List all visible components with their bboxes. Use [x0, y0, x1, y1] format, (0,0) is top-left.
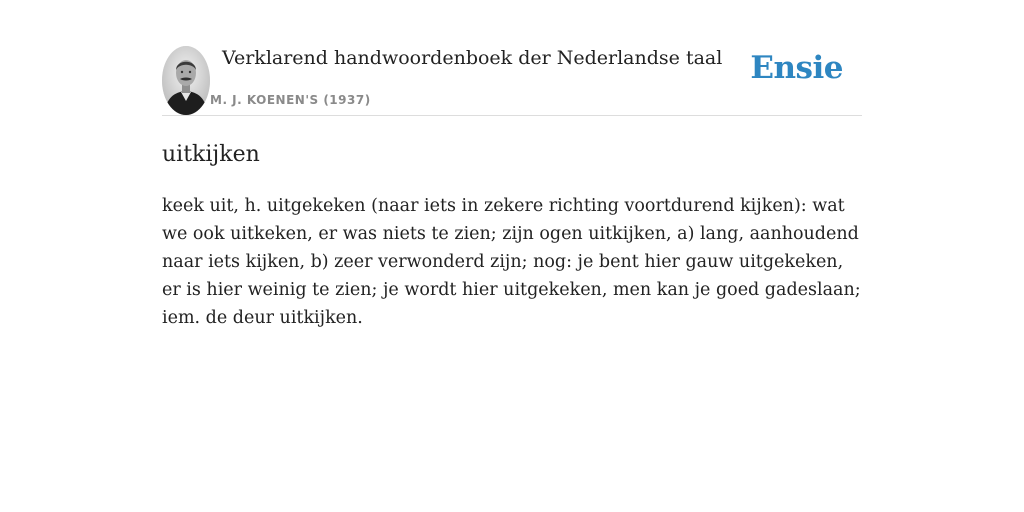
brand-logo-link[interactable]: Ensie — [750, 50, 843, 86]
dictionary-header — [162, 46, 862, 116]
page — [162, 0, 862, 332]
dictionary-title: Verklarend handwoordenboek der Nederlandse taal — [222, 47, 723, 69]
entry-definition: keek uit, h. uitgekeken (naar iets in zekere richting voortdurend kijken): wat we ook uitkeken, er was niets te zien; zijn ogen uitkijken, a) lang, aanhoudend naar iets kijken, b) zeer verwonderd zijn; nog: je bent hier gauw uitgekeken, er is hier weinig te zien; je wordt hier uitgekeken, men kan je goed gadeslaan; iem. de deur uitkijken. — [162, 196, 861, 328]
dictionary-subtitle: M. J. KOENEN'S (1937) — [210, 93, 371, 107]
author-portrait-icon — [162, 46, 210, 115]
entry-headword: uitkijken — [162, 142, 260, 167]
